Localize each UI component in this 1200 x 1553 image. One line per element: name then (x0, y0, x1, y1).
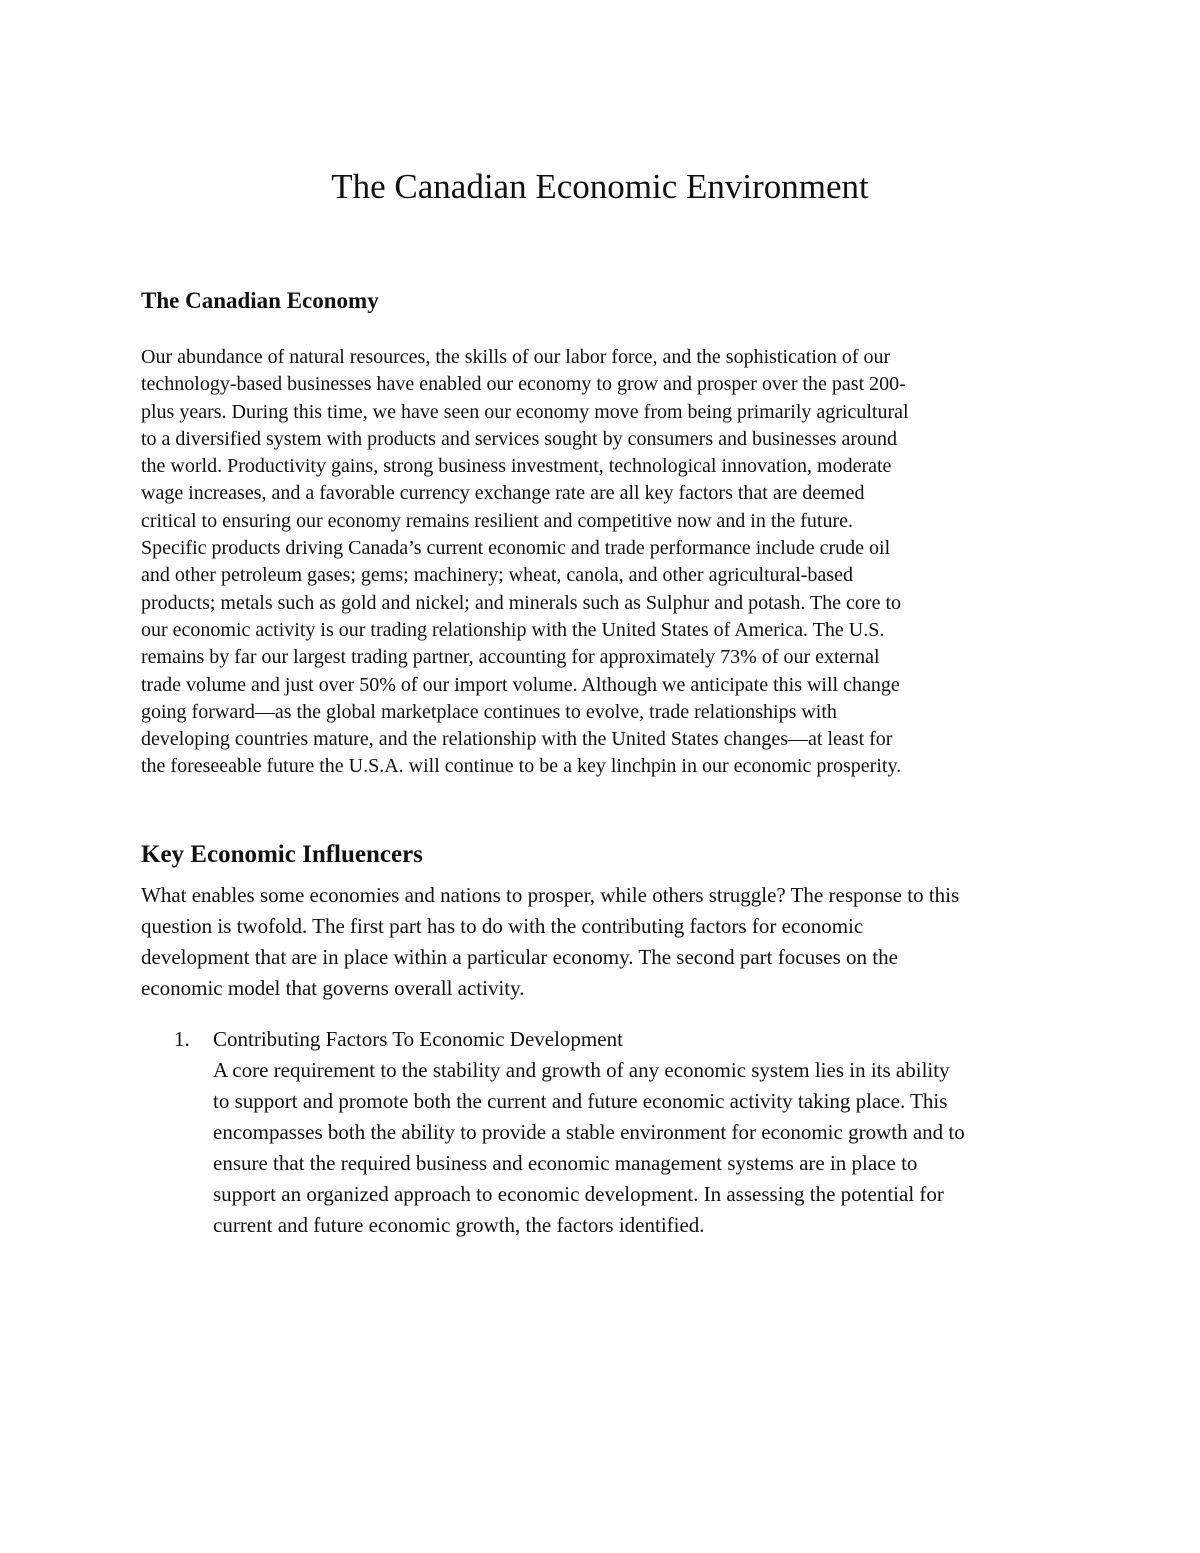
section-heading-key-economic-influencers: Key Economic Influencers (141, 841, 423, 868)
list-item-number: 1. (174, 1027, 190, 1051)
section-paragraph-canadian-economy: Our abundance of natural resources, the skills of our labor force, and the sophistication of our technology-based businesses have enabled our economy to grow and prosper over the past 200- plus years. During this time, we have seen our economy move from being primarily agricultural to a diversified system with products and services sought by consumers and businesses around the world. Productivity gains, strong business investment, technological innovation, moderate wage increases, and a favorable currency exchange rate are all key factors that are deemed critical to ensuring our economy remains resilient and competitive now and in the future. Specific products driving Canada’s current economic and trade performance include crude oil and other petroleum gases; gems; machinery; wheat, canola, and other agricultural-based products; metals such as gold and nickel; and minerals such as Sulphur and potash. The core to our economic activity is our trading relationship with the United States of America. The U.S. remains by far our largest trading partner, accounting for approximately 73% of our external trade volume and just over 50% of our import volume. Although we anticipate this will change going forward—as the global marketplace continues to evolve, trade relationships with developing countries mature, and the relationship with the United States changes—at least for the foreseeable future the U.S.A. will continue to be a key linchpin in our economic prosperity. (141, 346, 909, 778)
list-item-body: A core requirement to the stability and growth of any economic system lies in its ability to support and promote both the current and future economic activity taking place. This encompasses both the ability to provide a stable environment for economic growth and to ensure that the required business and economic management systems are in place to support an organized approach to economic development. In assessing the potential for current and future economic growth, the factors identified. (213, 1058, 965, 1237)
section-paragraph-key-economic-influencers: What enables some economies and nations to prosper, while others struggle? The response to this question is twofold. The first part has to do with the contributing factors for economic development that are in place within a particular economy. The second part focuses on the economic model that governs overall activity. (141, 883, 960, 1000)
list-item (141, 1024, 1071, 1241)
numbered-list (141, 1024, 1071, 1241)
list-item-heading: Contributing Factors To Economic Development (213, 1027, 623, 1051)
document-title: The Canadian Economic Environment (331, 167, 869, 206)
section-heading-canadian-economy: The Canadian Economy (141, 288, 379, 313)
